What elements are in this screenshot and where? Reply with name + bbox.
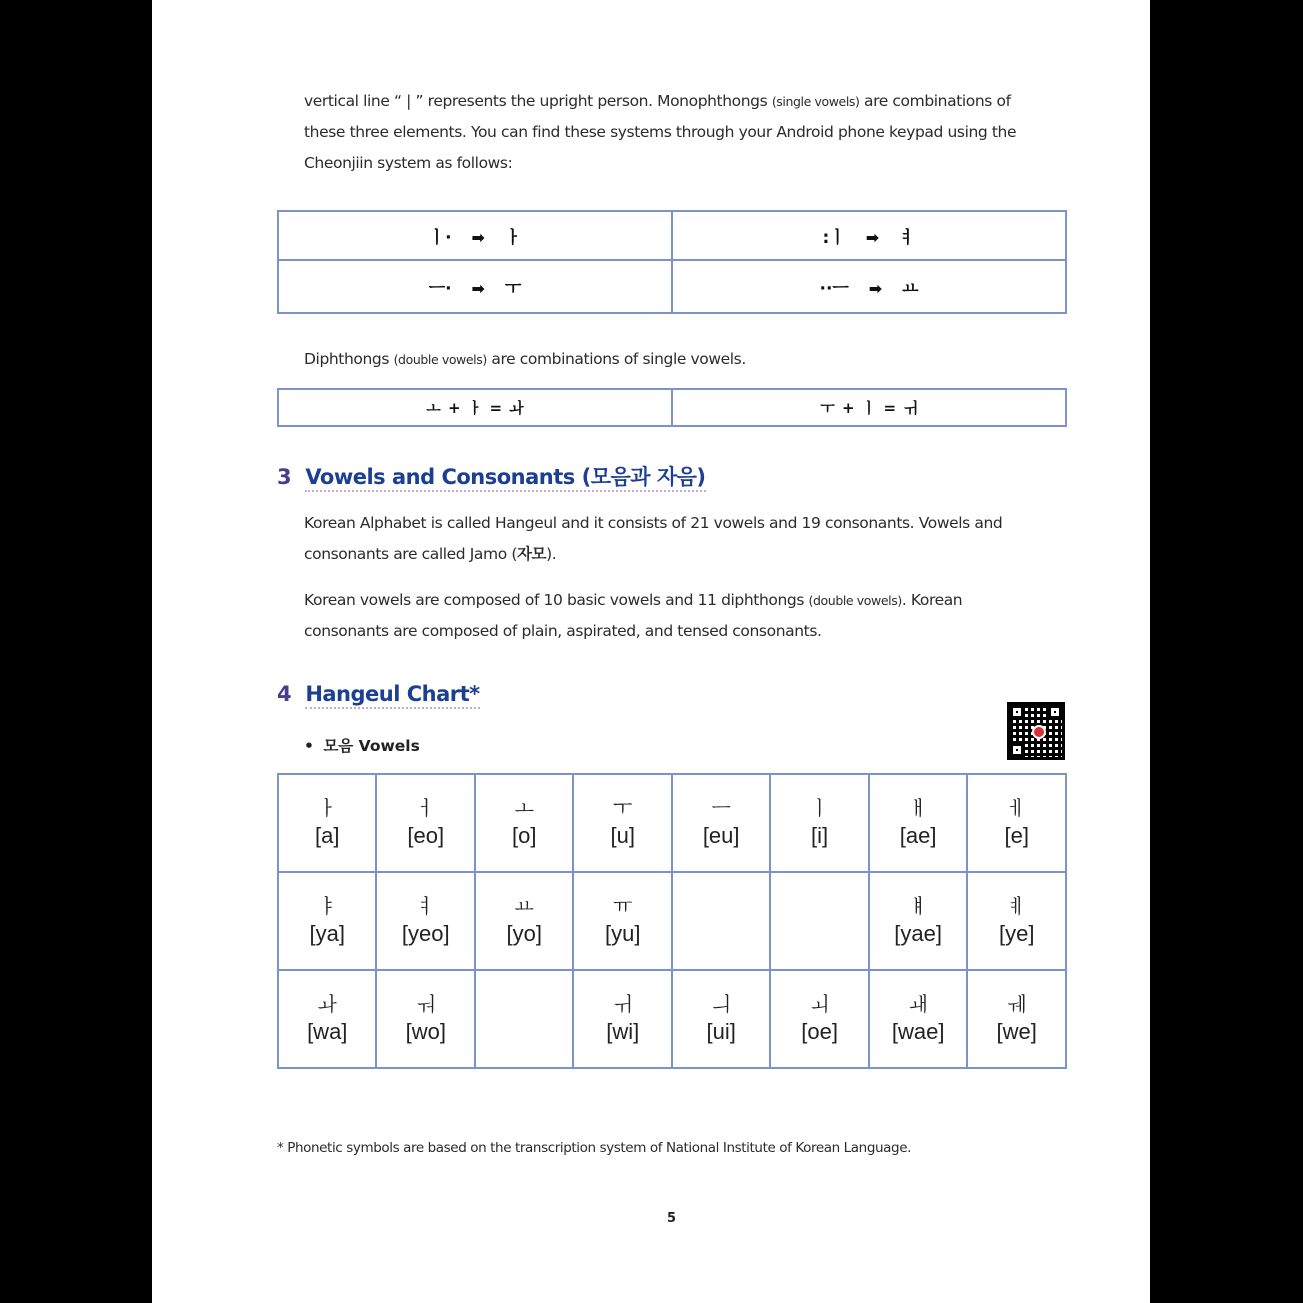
- vowel-chart-row: [278, 872, 1066, 970]
- vowels-bullet: • 모음 Vowels: [304, 737, 420, 755]
- cheonjiin-cell: :ㅣ ➡ ㅕ: [672, 211, 1066, 260]
- vowel-romanization: [ya]: [309, 921, 345, 946]
- vowel-cell: [967, 774, 1066, 872]
- cheonjiin-cell: ㅣ· ➡ ㅏ: [278, 211, 672, 260]
- vowels-line: Korean vowels are composed of 10 basic vowels and 11 diphthongs (double vowels). Korean: [304, 591, 963, 609]
- vowel-cell: [869, 774, 968, 872]
- vowel-hangul: ㅏ: [317, 796, 337, 820]
- section-title: Vowels and Consonants (모음과 자음): [305, 465, 705, 492]
- vowel-romanization: [yeo]: [401, 921, 450, 946]
- cheonjiin-row: [278, 260, 1066, 313]
- cheonjiin-cell: ··ㅡ ➡ ㅛ: [672, 260, 1066, 313]
- vowel-romanization: [we]: [996, 1019, 1037, 1044]
- vowel-romanization: [eo]: [407, 823, 445, 848]
- section-3-paragraph-1: Korean Alphabet is called Hangeul and it consists of 21 vowels and 19 consonants. Vowels and consonants are called Jamo (자모).: [304, 508, 1064, 570]
- vowel-romanization: [yae]: [894, 921, 942, 946]
- vowel-cell: [573, 774, 671, 872]
- diphthong-cell: ㅗ + ㅏ = ㅘ: [278, 389, 672, 426]
- cheonjiin-table: [277, 210, 1067, 314]
- vowel-hangul: ㅔ: [1007, 796, 1027, 820]
- vowel-cell: [573, 970, 671, 1068]
- vowel-cell: [475, 774, 573, 872]
- vowel-cell: [278, 872, 376, 970]
- vowel-hangul: ㅚ: [809, 992, 830, 1016]
- vowel-hangul: ㅓ: [416, 796, 436, 820]
- section-number: 3: [277, 465, 292, 489]
- vowel-hangul: ㅙ: [908, 992, 928, 1016]
- vowel-romanization: [yu]: [604, 921, 641, 946]
- vowel-hangul: ㅡ: [711, 796, 731, 820]
- vowel-romanization: [wi]: [606, 1019, 640, 1044]
- vowel-hangul: ㅘ: [317, 992, 337, 1016]
- diphthong-table: [277, 388, 1067, 427]
- vowel-romanization: [ye]: [998, 921, 1035, 946]
- vowel-chart: [277, 773, 1067, 1069]
- vowel-cell: [770, 872, 868, 970]
- vowel-romanization: [wo]: [405, 1019, 446, 1044]
- vowel-cell: [967, 872, 1066, 970]
- vowel-romanization: [u]: [610, 823, 635, 848]
- section-4-heading: [277, 682, 480, 706]
- page-number: 5: [667, 1211, 677, 1226]
- vowel-hangul: ㅞ: [1007, 992, 1027, 1016]
- right-arrow-icon: ➡: [868, 279, 883, 298]
- vowel-romanization: [yo]: [506, 921, 542, 946]
- vowel-hangul: ㅢ: [711, 992, 731, 1016]
- intro-paragraph: [304, 86, 1064, 179]
- vowel-cell: [475, 872, 573, 970]
- vowel-romanization: [ae]: [899, 823, 937, 848]
- document-page: [152, 0, 1150, 1303]
- footnote: * Phonetic symbols are based on the transcription system of National Institute of Korean Language.: [277, 1140, 912, 1156]
- diphthong-row: [278, 389, 1066, 426]
- jamo-line: consonants are called Jamo (자모).: [304, 545, 557, 563]
- cheonjiin-cell: ㅡ· ➡ ㅜ: [278, 260, 672, 313]
- vowel-cell: [278, 970, 376, 1068]
- vowel-romanization: [oe]: [801, 1019, 838, 1044]
- vowel-chart-row: [278, 970, 1066, 1068]
- vowel-chart-body: [278, 774, 1066, 1068]
- vowel-hangul: ㅗ: [514, 796, 534, 820]
- vowel-romanization: [e]: [1004, 823, 1029, 848]
- vowel-cell: [573, 872, 671, 970]
- vowel-hangul: ㅕ: [416, 894, 436, 918]
- vowel-chart-row: [278, 774, 1066, 872]
- section-number: 4: [277, 682, 292, 706]
- vowel-hangul: ㅝ: [416, 992, 436, 1016]
- vowel-romanization: [wa]: [307, 1019, 348, 1044]
- vowel-cell: [770, 970, 868, 1068]
- vowel-cell: [376, 872, 475, 970]
- right-arrow-icon: ➡: [471, 279, 485, 298]
- qr-code-icon[interactable]: [1007, 702, 1065, 760]
- section-3-paragraph-2: Korean vowels are composed of 10 basic vowels and 11 diphthongs (double vowels). Korean consonants are composed of plain, aspirated, and tensed consonants.: [304, 585, 1064, 647]
- vowel-cell: [672, 774, 770, 872]
- intro-line-1: vertical line “ | ” represents the upright person. Monophthongs (single vowels) are combinations of: [304, 92, 1011, 110]
- cheonjiin-row: [278, 211, 1066, 260]
- intro-line-2: these three elements. You can find these systems through your Android phone keypad using the: [304, 123, 1017, 141]
- section-title: Hangeul Chart*: [305, 682, 479, 709]
- vowel-hangul: ㅒ: [908, 894, 928, 918]
- vowel-romanization: [i]: [811, 823, 829, 848]
- diphthong-cell: ㅜ + ㅣ = ㅟ: [672, 389, 1066, 426]
- right-arrow-icon: ➡: [865, 228, 880, 247]
- vowel-hangul: ㅜ: [613, 796, 633, 820]
- diphthong-intro: Diphthongs (double vowels) are combinations of single vowels.: [304, 350, 746, 368]
- vowel-romanization: [wae]: [891, 1019, 945, 1044]
- vowel-hangul: ㅟ: [613, 992, 633, 1016]
- vowel-cell: [376, 774, 475, 872]
- vowel-cell: [278, 774, 376, 872]
- vowel-hangul: ㅑ: [317, 894, 337, 918]
- right-arrow-icon: ➡: [471, 228, 485, 247]
- vowel-cell: [869, 970, 968, 1068]
- vowel-cell: [869, 872, 968, 970]
- intro-line-3: Cheonjiin system as follows:: [304, 154, 513, 172]
- vowel-cell: [967, 970, 1066, 1068]
- vowel-romanization: [eu]: [702, 823, 740, 848]
- vowel-cell: [672, 872, 770, 970]
- vowel-hangul: ㅐ: [908, 796, 928, 820]
- vowel-hangul: ㅛ: [514, 894, 534, 918]
- vowel-hangul: ㅣ: [809, 796, 830, 820]
- section-3-heading: [277, 461, 706, 491]
- vowel-hangul: ㅖ: [1007, 894, 1027, 918]
- vowel-romanization: [o]: [512, 823, 537, 848]
- vowel-romanization: [ui]: [706, 1019, 736, 1044]
- vowel-hangul: ㅠ: [613, 894, 633, 918]
- vowel-cell: [475, 970, 573, 1068]
- vowel-cell: [672, 970, 770, 1068]
- vowel-cell: [376, 970, 475, 1068]
- vowel-cell: [770, 774, 868, 872]
- vowel-romanization: [a]: [315, 823, 340, 848]
